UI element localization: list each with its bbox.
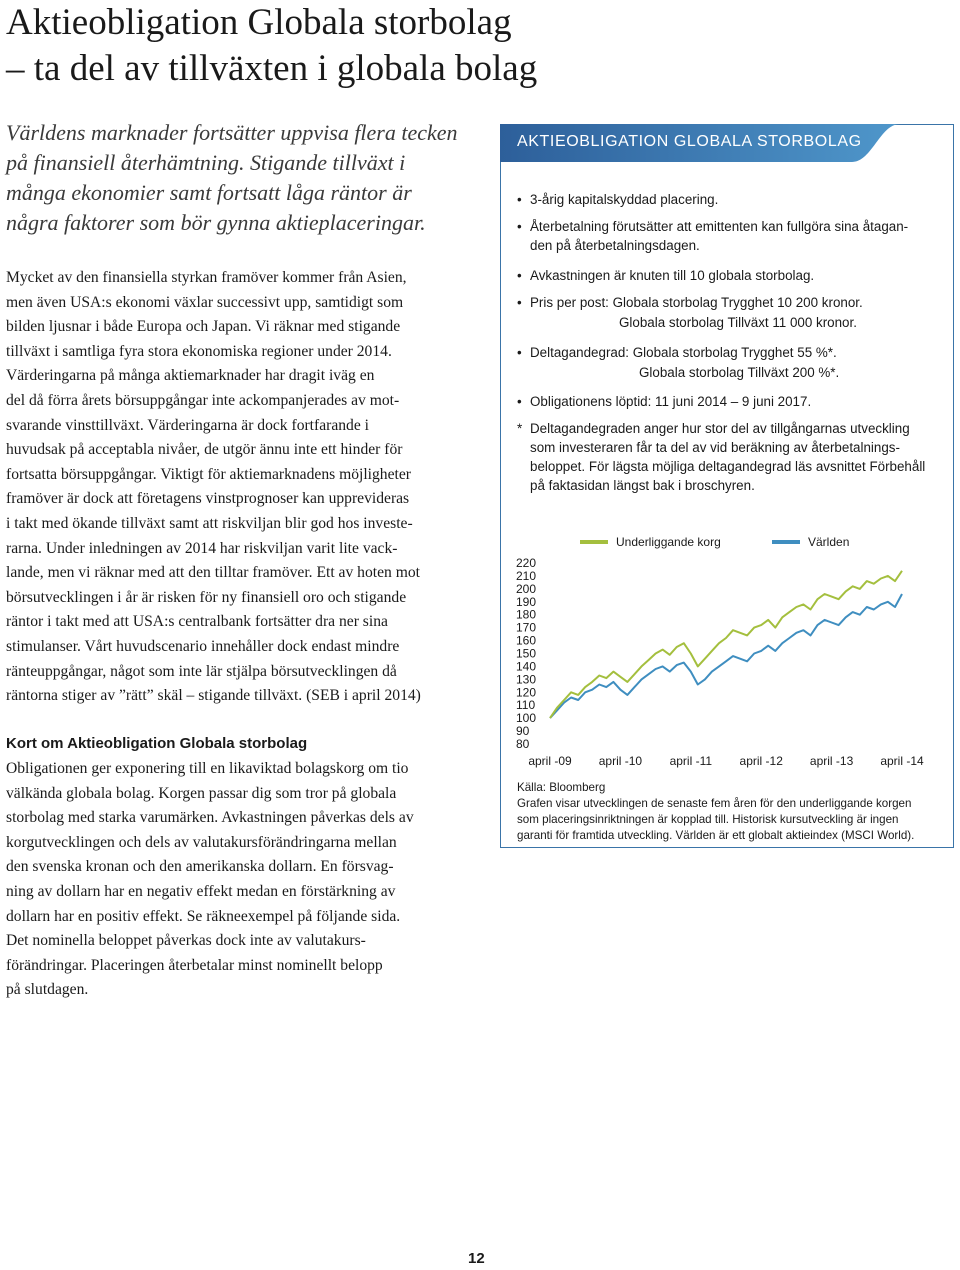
body-line: ränteuppgångar, något som inte lär stjälpa börsutvecklingen då — [6, 662, 397, 680]
bullet-icon: • — [517, 268, 522, 283]
y-tick-label: 150 — [516, 646, 537, 661]
body-line: korgutvecklingen och dels av valutakursförändringarna mellan — [6, 833, 397, 851]
footnote-marker: * — [517, 421, 523, 436]
body-line: Mycket av den finansiella styrkan framöver kommer från Asien, — [6, 269, 407, 286]
x-tick-label: april -10 — [598, 754, 643, 768]
legend-label-varlden: Världen — [808, 535, 850, 549]
y-axis — [516, 556, 536, 751]
source-line: garanti för framtida utveckling. Världen är ett globalt aktieindex (MSCI World). — [517, 829, 915, 842]
y-tick-label: 130 — [516, 672, 537, 687]
performance-line-chart — [500, 525, 940, 775]
y-tick-label: 200 — [516, 581, 537, 596]
body-line: lande, men vi räknar med att den tilltar framöver. Ett av hoten mot — [6, 564, 420, 582]
title-line-2: – ta del av tillväxten i globala bolag — [6, 48, 538, 89]
body-line: fortsatta börsuppgångar. Viktigt för aktiemarknadens möjligheter — [6, 465, 411, 483]
series-line-korg — [550, 571, 902, 718]
lede-line: på finansiell återhämtning. Stigande tillväxt i — [6, 150, 406, 175]
lede-paragraph — [6, 118, 476, 238]
series-line-varlden — [550, 594, 902, 718]
y-tick-label: 80 — [516, 737, 530, 751]
body-line: stimulanser. Vårt huvudscenario innehåller dock endast mindre — [6, 637, 400, 655]
x-tick-label: april -11 — [669, 754, 713, 768]
x-tick-label: april -13 — [809, 754, 854, 768]
lede-line: några faktorer som bör gynna aktieplaceringar. — [6, 210, 426, 235]
bullet-continuation: Globala storbolag Tillväxt 11 000 kronor. — [619, 315, 857, 330]
bullet-icon: • — [517, 192, 522, 207]
body-line: förändringar. Placeringen återbetalar minst nominellt belopp — [6, 956, 383, 974]
chart-source-note — [517, 780, 914, 844]
x-tick-label: april -12 — [739, 754, 783, 768]
body-line: räntor i takt med att USA:s centralbank fortsätter dra ner sina — [6, 613, 388, 631]
body-line: räntorna stiger av ”rätt” skäl – stigande tillväxt. (SEB i april 2014) — [6, 687, 421, 705]
body-line: på slutdagen. — [6, 981, 89, 999]
bullet-icon: • — [517, 219, 522, 234]
x-tick-label: april -14 — [880, 754, 924, 768]
source-line: Källa: Bloomberg — [517, 781, 606, 794]
lede-line: många ekonomier samt fortsatt låga räntor är — [6, 180, 412, 205]
y-tick-label: 90 — [516, 724, 530, 739]
y-tick-label: 180 — [516, 607, 537, 622]
lede-line: Världens marknader fortsätter uppvisa flera tecken — [6, 120, 458, 145]
body-line: välkända globala bolag. Korgen passar dig som tror på globala — [6, 784, 397, 802]
y-tick-label: 170 — [516, 620, 537, 635]
y-tick-label: 210 — [516, 568, 537, 583]
bullet-icon: • — [517, 345, 522, 360]
y-tick-label: 120 — [516, 685, 537, 700]
body-line: Värderingarna på många aktiemarknader har dragit iväg en — [6, 367, 375, 385]
body-paragraph — [6, 266, 476, 709]
y-tick-label: 160 — [516, 633, 537, 648]
body-line: storbolag med starka varumärken. Avkastningen påverkas dels av — [6, 809, 414, 827]
chart-legend — [580, 535, 849, 549]
source-line: som placeringsinriktningen är kopplad till. Historisk kursutveckling är ingen — [517, 813, 899, 826]
info-box-title: AKTIEOBLIGATION GLOBALA STORBOLAG — [517, 133, 862, 150]
x-tick-label: april -09 — [528, 754, 572, 768]
bullet-icon: • — [517, 394, 522, 409]
y-tick-label: 110 — [516, 698, 536, 713]
y-tick-label: 140 — [516, 659, 537, 674]
body-line: ning av dollarn har en negativ effekt medan en förstärkning av — [6, 882, 396, 900]
body-line: framöver är dock att företagens vinstprognoser kan upprevideras — [6, 490, 410, 508]
bullet-continuation: Globala storbolag Tillväxt 200 %*. — [639, 365, 840, 380]
x-axis — [528, 754, 924, 768]
source-line: Grafen visar utvecklingen de senaste fem åren för den underliggande korgen — [517, 797, 912, 810]
body-line: tillväxt i samtliga fyra stora ekonomiska regioner under 2014. — [6, 342, 392, 360]
page-title — [6, 0, 706, 92]
body-line: bilden ljusnar i både Europa och Japan. Vi räknar med stigande — [6, 318, 401, 336]
body-line: Det nominella beloppet påverkas dock inte av valutakurs- — [6, 932, 366, 950]
y-tick-label: 100 — [516, 711, 537, 726]
y-tick-label: 220 — [516, 556, 537, 570]
legend-label-korg: Underliggande korg — [616, 535, 721, 549]
body-line: börsutvecklingen i år är risken för ny finansiell oro och stigande — [6, 588, 407, 606]
body-line: den svenska kronan och den amerikanska dollarn. En försvag- — [6, 858, 394, 876]
body-line: i takt med ökande tillväxt samt att riskviljan blir god hos investe- — [6, 514, 413, 532]
body-line: Obligationen ger exponering till en likaviktad bolagskorg om tio — [6, 760, 409, 777]
body-line: rarna. Under inledningen av 2014 har riskviljan varit lite vack- — [6, 539, 398, 557]
body-line: men även USA:s ekonomi växlar successivt upp, samtidigt som — [6, 293, 404, 311]
body-line: huvudsak på acceptabla nivåer, de utgör ännu inte ett hinder för — [6, 441, 403, 459]
body-line: del då förra årets börsuppgångar inte ackompanjerades av mot- — [6, 391, 400, 409]
bullet-icon: • — [517, 295, 522, 310]
y-tick-label: 190 — [516, 594, 537, 609]
body-line: svarande vinsttillväxt. Värderingarna är dock fortfarande i — [6, 416, 369, 434]
body-line: dollarn har en positiv effekt. Se räkneexempel på följande sida. — [6, 907, 401, 925]
chart-series — [550, 571, 902, 718]
section-heading: Kort om Aktieobligation Globala storbolag — [6, 735, 308, 752]
title-line-1: Aktieobligation Globala storbolag — [6, 2, 512, 43]
kort-paragraph — [6, 757, 476, 1003]
page-number: 12 — [468, 1250, 485, 1267]
